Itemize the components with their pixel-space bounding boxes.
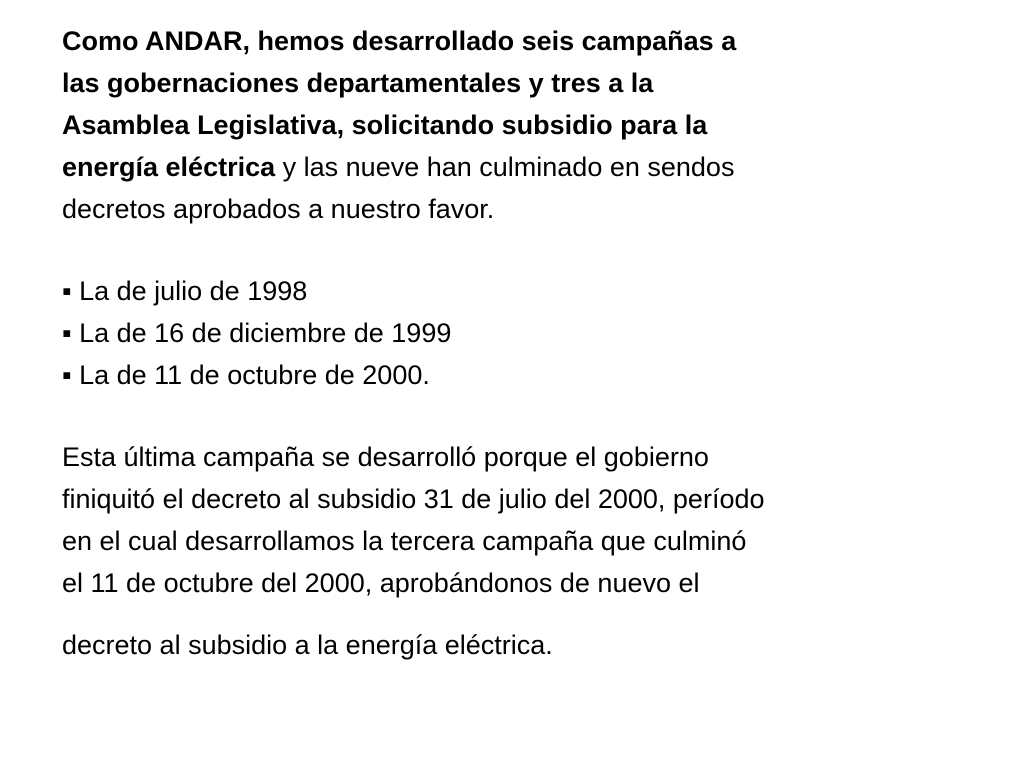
intro-line-4-bold: energía eléctrica (62, 152, 276, 182)
closing-line-5: decreto al subsidio a la energía eléctrica. (62, 630, 553, 660)
intro-line-4 (62, 146, 962, 188)
closing-line-4: el 11 de octubre del 2000, aprobándonos de nuevo el (62, 568, 700, 598)
bullet-list (62, 270, 962, 396)
intro-line-1: Como ANDAR, hemos desarrollado seis campañas a (62, 26, 737, 56)
intro-line-3: Asamblea Legislativa, solicitando subsidio para la (62, 110, 708, 140)
spacer (62, 396, 962, 436)
bullet-item: ▪ La de 16 de diciembre de 1999 (62, 318, 452, 348)
slide-content (62, 20, 962, 666)
intro-line-4-rest: y las nueve han culminado en sendos (275, 152, 735, 182)
intro-line-5: decretos aprobados a nuestro favor. (62, 194, 495, 224)
closing-paragraph (62, 436, 962, 666)
bullet-item: ▪ La de 11 de octubre de 2000. (62, 360, 430, 390)
closing-line-3: en el cual desarrollamos la tercera campaña que culminó (62, 526, 747, 556)
spacer (62, 230, 962, 270)
intro-paragraph (62, 20, 962, 230)
intro-line-2: las gobernaciones departamentales y tres a la (62, 68, 654, 98)
closing-line-2: finiquitó el decreto al subsidio 31 de julio del 2000, período (62, 484, 765, 514)
closing-line-1: Esta última campaña se desarrolló porque el gobierno (62, 442, 709, 472)
bullet-item: ▪ La de julio de 1998 (62, 276, 308, 306)
spacer (62, 604, 962, 624)
